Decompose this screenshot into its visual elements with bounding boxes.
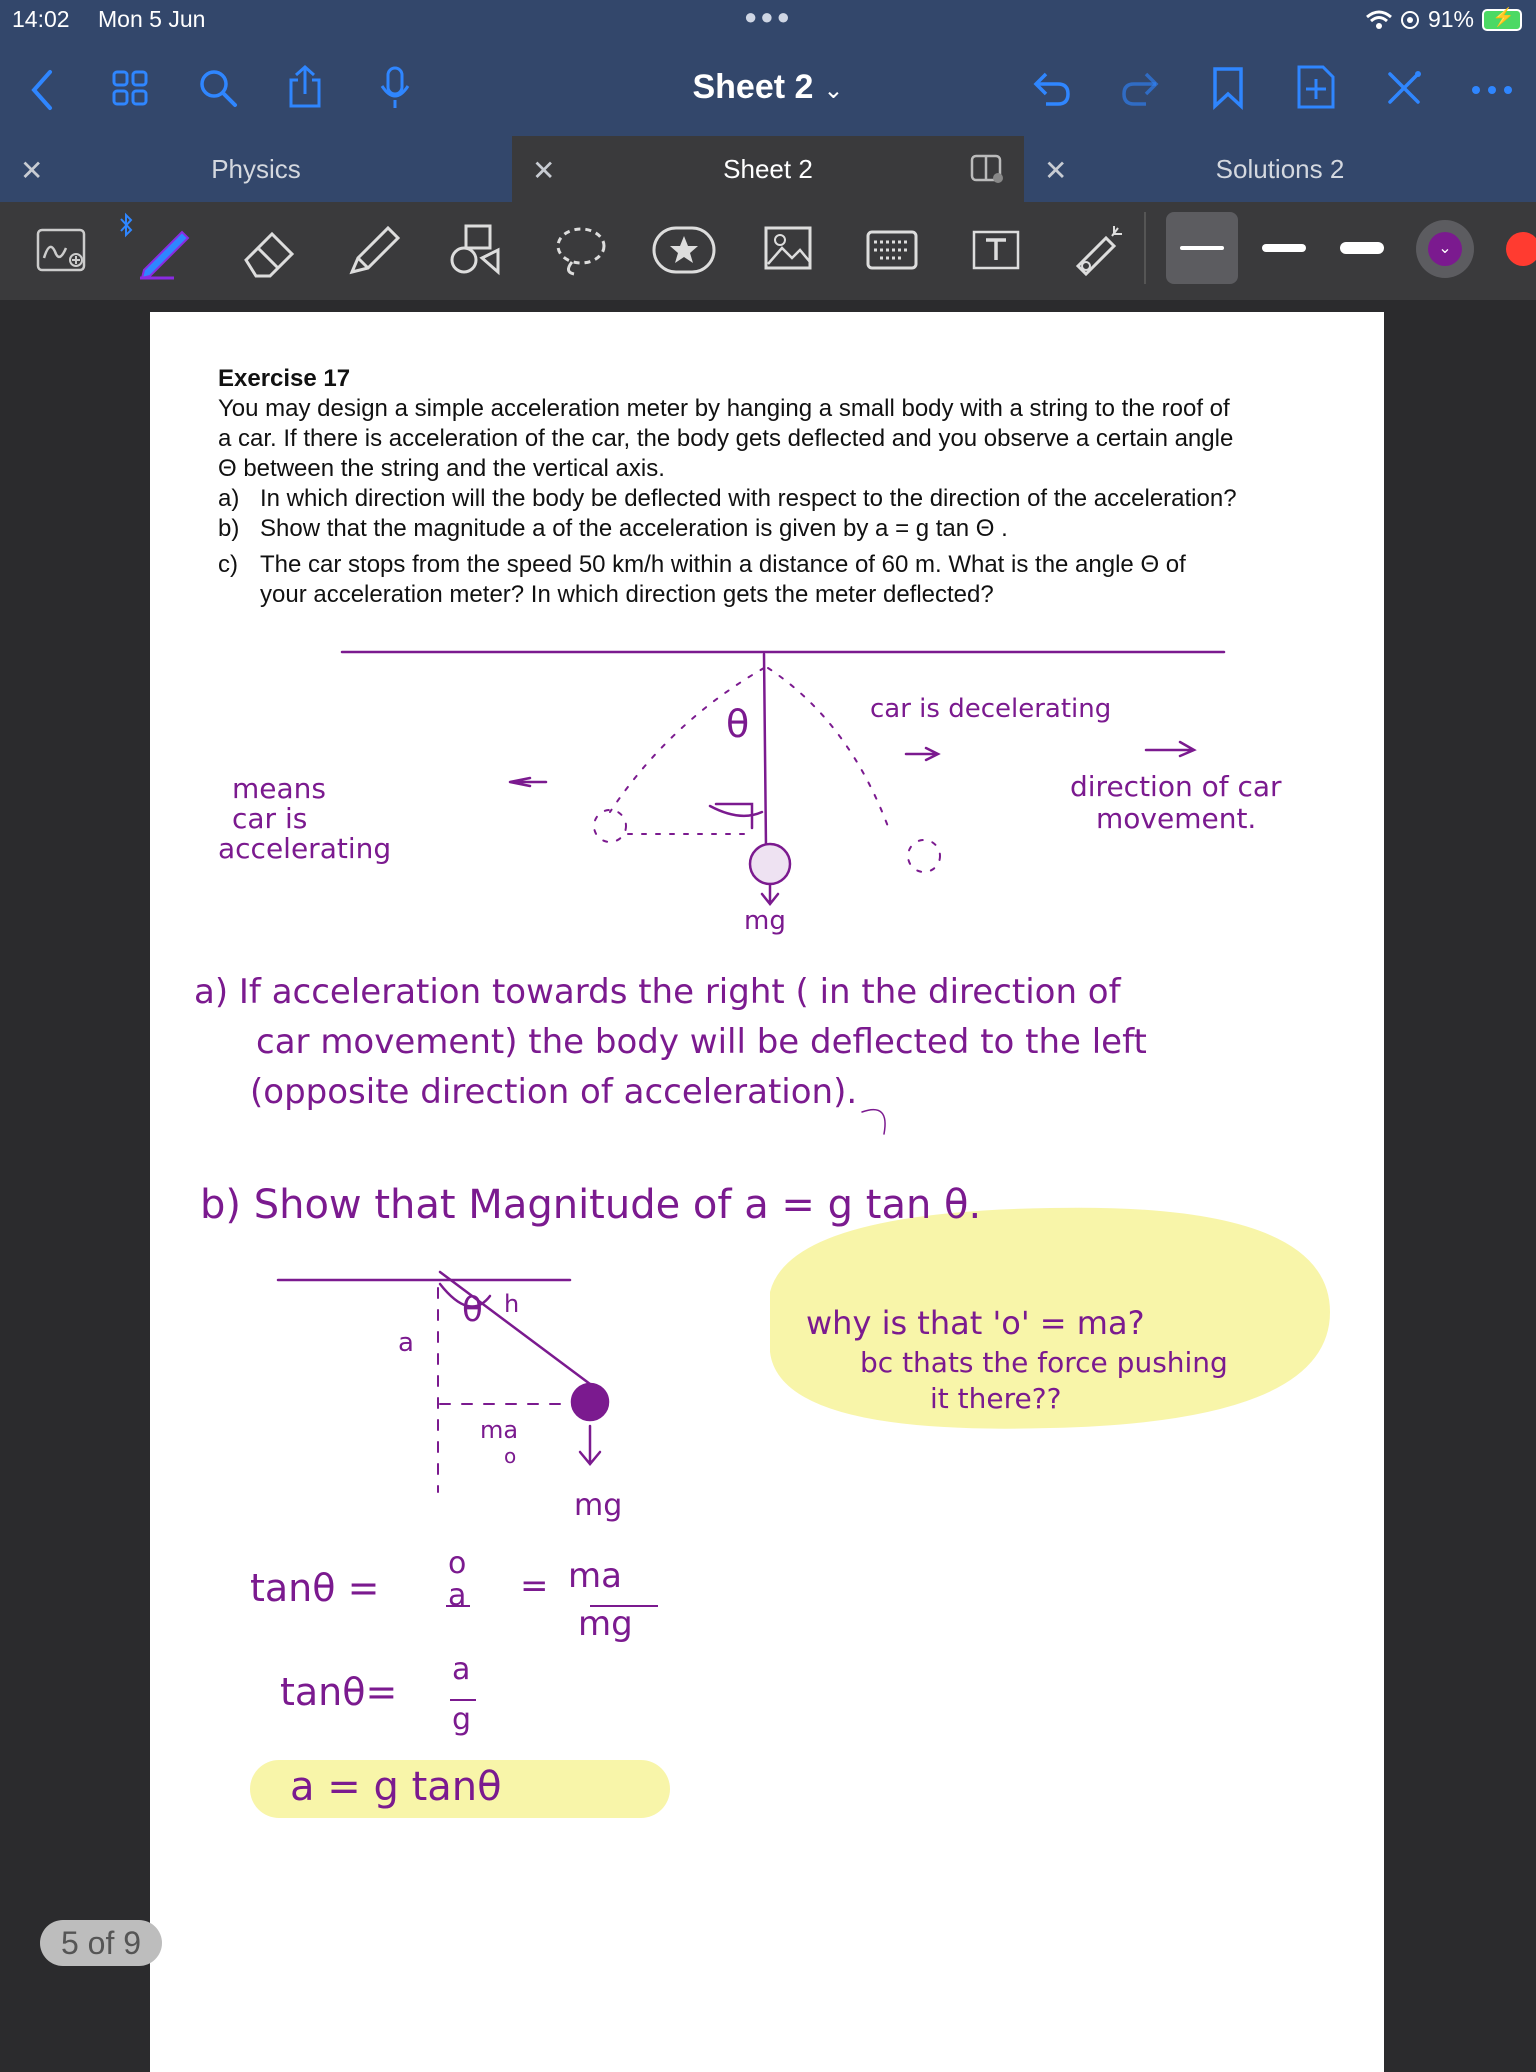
label-ma: ma — [480, 1416, 519, 1444]
image-tool-icon[interactable] — [764, 226, 812, 270]
note-car-decelerating: car is decelerating — [870, 694, 1112, 724]
question-label: b) — [218, 515, 240, 542]
note-movement: movement. — [1096, 802, 1257, 835]
note-why: why is that 'o' = ma? — [806, 1304, 1145, 1342]
eraser-tool-icon[interactable] — [238, 220, 300, 280]
tool-divider — [1144, 212, 1146, 284]
label-mg-b: mg — [574, 1488, 623, 1523]
bookmark-icon[interactable] — [1212, 66, 1244, 110]
question-text: In which direction will the body be deflected with respect to the direction of the acceleration? — [260, 485, 1237, 512]
equation-2-den: g — [452, 1702, 472, 1737]
note-means: means — [232, 772, 326, 805]
color-purple-swatch[interactable] — [1416, 220, 1474, 278]
equation-1-den: a — [448, 1578, 467, 1613]
close-tab-sheet-2-icon[interactable]: ✕ — [532, 155, 556, 186]
solid-bob — [572, 1384, 608, 1420]
dashed-right-bob — [908, 840, 940, 872]
tab-physics[interactable] — [56, 136, 456, 202]
handwriting-recognition-icon[interactable] — [36, 228, 86, 272]
angle-arc — [710, 806, 762, 816]
tab-physics-label: Physics — [211, 153, 301, 184]
intro-line: Θ between the string and the vertical axis. — [218, 455, 665, 482]
status-bar — [0, 0, 1536, 40]
close-tab-solutions-icon[interactable]: ✕ — [1044, 155, 1068, 186]
stroke-medium-option[interactable] — [1248, 212, 1320, 284]
bluetooth-icon — [118, 212, 134, 238]
equation-1-den2: mg — [578, 1604, 633, 1644]
lasso-tool-icon[interactable] — [554, 224, 608, 276]
pendulum-bob — [750, 844, 790, 884]
close-tab-physics-icon[interactable]: ✕ — [20, 155, 44, 186]
status-right — [1366, 6, 1522, 33]
battery-percent: 91% — [1427, 6, 1474, 32]
gravity-arrow-b — [580, 1426, 600, 1464]
intro-line: a car. If there is acceleration of the car, the body gets deflected and you observe a certain angle — [218, 425, 1234, 452]
note-it-there: it there?? — [930, 1382, 1062, 1415]
tab-bar — [0, 136, 1536, 202]
location-icon — [1400, 10, 1420, 30]
equation-2-left: tanθ= — [280, 1670, 398, 1714]
label-a-side: a — [398, 1328, 414, 1358]
note-car-is: car is — [232, 802, 308, 835]
question-label: a) — [218, 485, 240, 512]
stroke-thin-sample — [1180, 246, 1224, 250]
color-red-swatch[interactable] — [1506, 232, 1536, 266]
undo-icon[interactable] — [1032, 68, 1072, 108]
note-because: bc thats the force pushing — [860, 1346, 1228, 1379]
label-mg: mg — [744, 906, 786, 936]
keyboard-icon[interactable] — [866, 230, 918, 270]
note-direction-of-car: direction of car — [1070, 770, 1282, 803]
equation-1-left: tanθ = — [250, 1566, 380, 1610]
battery-icon: ⚡ — [1482, 9, 1522, 31]
notebook-page[interactable] — [150, 312, 1384, 2072]
note-accelerating: accelerating — [218, 832, 392, 865]
theta-label: θ — [726, 702, 750, 746]
equation-2-num: a — [452, 1652, 471, 1687]
dashed-left-bob — [594, 810, 626, 842]
status-time: 14:02 — [12, 6, 70, 32]
tab-sheet-2[interactable] — [512, 136, 1024, 202]
laser-pointer-icon[interactable] — [1070, 222, 1126, 278]
direction-arrow — [1146, 742, 1194, 756]
question-text: Show that the magnitude a of the acceleration is given by a = g tan Θ . — [260, 515, 1008, 542]
page-counter[interactable]: 5 of 9 — [40, 1920, 162, 1966]
split-view-icon[interactable] — [970, 154, 1004, 184]
dashed-right-swing — [768, 668, 890, 832]
theta-label-b: θ — [462, 1290, 483, 1330]
tab-solutions-2[interactable] — [1080, 136, 1480, 202]
answer-a-line-2: car movement) the body will be deflected to the left — [256, 1022, 1147, 1062]
left-arrow — [510, 778, 546, 786]
multitask-dots[interactable]: ●●● — [744, 4, 793, 29]
intro-line: You may design a simple acceleration meter by hanging a small body with a string to the roof of — [218, 395, 1230, 422]
status-date: Mon 5 Jun — [98, 6, 206, 32]
equation-result: a = g tanθ — [290, 1764, 502, 1810]
stroke-thick-sample — [1340, 242, 1384, 254]
sticker-tool-icon[interactable] — [652, 226, 716, 274]
answer-b-title: b) Show that Magnitude of a = g tan θ. — [200, 1182, 982, 1228]
equation-1-num2: ma — [568, 1556, 622, 1596]
stroke-thin-option[interactable] — [1166, 212, 1238, 284]
stroke-medium-sample — [1262, 244, 1306, 252]
equation-1-equals: = — [520, 1566, 549, 1606]
question-text: your acceleration meter? In which direction gets the meter deflected? — [260, 581, 994, 608]
chevron-down-icon: ⌄ — [1428, 232, 1462, 266]
pendulum-string — [764, 654, 766, 848]
text-box-tool-icon[interactable] — [970, 228, 1022, 272]
wifi-icon — [1366, 10, 1392, 30]
answer-a-line-1: a) If acceleration towards the right ( in the direction of — [194, 972, 1121, 1012]
document-title[interactable]: Sheet 2 ⌄ — [692, 68, 844, 106]
tab-sheet-2-label: Sheet 2 — [723, 153, 813, 184]
tab-solutions-2-label: Solutions 2 — [1215, 153, 1345, 184]
redo-icon[interactable] — [1120, 68, 1160, 108]
add-page-icon[interactable] — [1296, 64, 1336, 110]
equation-1-num: o — [448, 1546, 467, 1581]
answer-a-line-3: (opposite direction of acceleration). — [250, 1072, 858, 1112]
label-o: o — [504, 1444, 517, 1468]
shapes-tool-icon[interactable] — [448, 222, 502, 278]
chevron-down-icon: ⌄ — [823, 77, 844, 104]
more-icon[interactable] — [1470, 84, 1514, 96]
pen-tool-icon[interactable] — [134, 220, 194, 280]
question-label: c) — [218, 551, 238, 578]
decel-arrow — [906, 748, 938, 760]
highlighter-tool-icon[interactable] — [344, 220, 404, 280]
label-h: h — [504, 1290, 520, 1318]
exercise-title: Exercise 17 — [218, 365, 351, 392]
gravity-arrow — [762, 884, 778, 904]
tool-bar — [0, 202, 1536, 300]
close-edit-icon[interactable] — [1384, 68, 1424, 108]
question-text: The car stops from the speed 50 km/h within a distance of 60 m. What is the angle Θ of — [260, 551, 1186, 578]
stroke-thick-option[interactable] — [1326, 212, 1398, 284]
